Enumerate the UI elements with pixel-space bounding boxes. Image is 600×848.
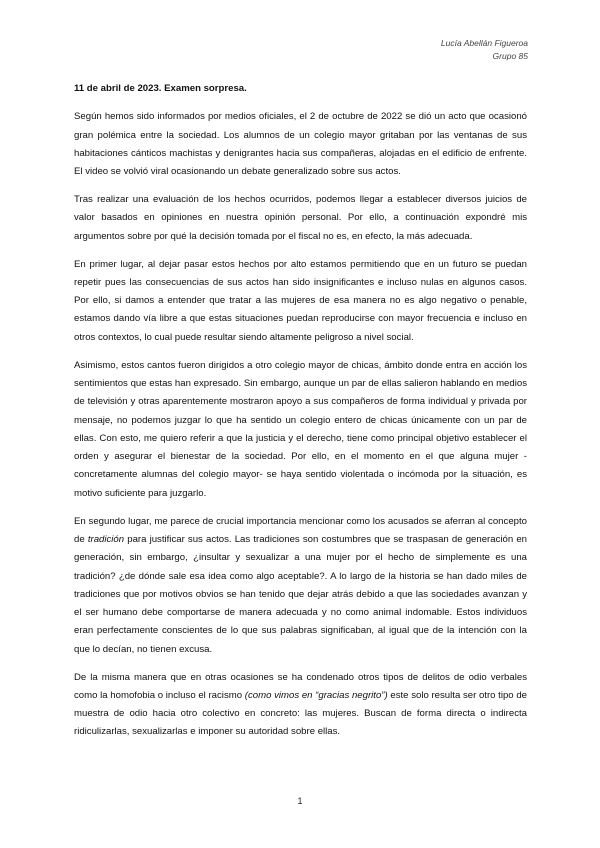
body-paragraph bbox=[74, 357, 527, 503]
body-paragraph bbox=[74, 669, 527, 742]
page-header bbox=[441, 37, 528, 63]
paragraph-list bbox=[74, 108, 527, 741]
paragraph-text: este solo resulta ser otro tipo de muestra de odio hacia otro colectivo en concreto: las mujeres. Buscan de forma directa o indirecta ridiculizarlas, sexualizarlas e imponer su autoridad sobre ellas. bbox=[74, 689, 527, 738]
paragraph-text: En segundo lugar, me parece de crucial importancia mencionar como los acusados se aferran al concepto de bbox=[74, 515, 527, 545]
paragraph-text: Asimismo, estos cantos fueron dirigidos a otro colegio mayor de chicas, ámbito donde entra en acción los sentimientos que estas han expresado. Sin embargo, aunque un par de ellas salieron hablando en medios de televisión y otras aparentemente mostraron apoyo a sus compañeros de forma individual y privada por mensaje, no podemos juzgar lo que ha sentido un colegio entero de chicas únicamente con un par de ellas. Con esto, me quiero referir a que la justicia y el derecho, tiene como principal objetivo establecer el orden y asegurar el bienestar de la sociedad. Por ello, en el momento en el que alguna mujer -concretamente alumnas del colegio mayor- se haya sentido violentada o incómoda por la situación, es motivo suficiente para juzgarlo. bbox=[74, 359, 527, 499]
page-number: 1 bbox=[297, 796, 303, 806]
italic-text: tradición bbox=[87, 533, 125, 545]
paragraph-text: En primer lugar, al dejar pasar estos hechos por alto estamos permitiendo que en un futuro se puedan repetir pues las consecuencias de sus actos han sido insignificantes e incluso nulas en algunos casos. Por ello, si damos a entender que tratar a las mujeres de esa manera no es algo negativo o penable, estamos dando vía libre a que estas situaciones puedan reproducirse con mayor frecuencia e incluso en otros contextos, lo cual puede resultar siendo altamente peligroso a nivel social. bbox=[74, 258, 527, 343]
italic-text: (como vimos en “gracias negrito”) bbox=[244, 689, 388, 701]
author-name: Lucía Abellán Figueroa bbox=[440, 38, 528, 48]
body-paragraph bbox=[74, 256, 527, 347]
document-body bbox=[74, 80, 527, 751]
body-paragraph bbox=[74, 513, 527, 659]
body-paragraph bbox=[74, 191, 527, 246]
group-label: Grupo 85 bbox=[492, 51, 528, 61]
body-paragraph bbox=[74, 108, 527, 181]
document-title: 11 de abril de 2023. Examen sorpresa. bbox=[74, 83, 247, 94]
paragraph-text: De la misma manera que en otras ocasiones se ha condenado otros tipos de delitos de odio verbales como la homofobia o incluso el racismo bbox=[74, 671, 527, 701]
paragraph-text: para justificar sus actos. Las tradiciones son costumbres que se traspasan de generación en generación, sin embargo, ¿insultar y sexualizar a una mujer por el hecho de simplemente es una tradición? ¿de dónde sale esa idea como algo aceptable?. A lo largo de la historia se han dado miles de tradiciones que por motivos obvios se han tenido que dejar atrás debido a que las sociedades avanzan y el ser humano debe comportarse de manera adecuada y no como animal indomable. Estos individuos eran perfectamente conscientes de lo que sus palabras significaban, al igual que de la intención con la que lo decían, no tienen excusa. bbox=[74, 533, 528, 655]
paragraph-text: Tras realizar una evaluación de los hechos ocurridos, podemos llegar a establecer diversos juicios de valor basados en opiniones en nuestra opinión personal. Por ello, a continuación expondré mis argumentos sobre por qué la decisión tomada por el fiscal no es, en efecto, la más adecuada. bbox=[74, 194, 527, 242]
paragraph-text: Según hemos sido informados por medios oficiales, el 2 de octubre de 2022 se dió un acto que ocasionó gran polémica entre la sociedad. Los alumnos de un colegio mayor gritaban por las ventanas de sus habitaciones cánticos machistas y denigrantes hacia sus compañeras, alojadas en el edificio de enfrente. El video se volvió viral ocasionando un debate generalizado sobre sus actos. bbox=[74, 111, 527, 178]
